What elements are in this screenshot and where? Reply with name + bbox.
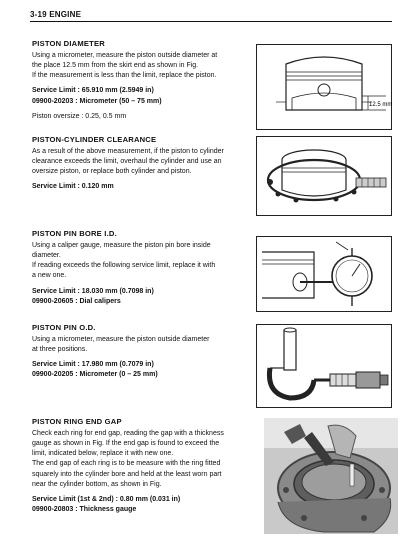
body-line: Using a micrometer, measure the piston outside diameter bbox=[32, 336, 210, 343]
tool-spec: 09900-20203 : Micrometer (50 – 75 mm) bbox=[32, 97, 162, 105]
service-limit: Service Limit : 65.910 mm (2.5949 in) bbox=[32, 87, 154, 95]
piston-diameter-figure bbox=[256, 44, 392, 130]
page-header: 3-19 ENGINE bbox=[30, 10, 392, 22]
dimension-label: 12.5 mm bbox=[369, 102, 392, 108]
tool-spec: 09900-20205 : Micrometer (0 – 25 mm) bbox=[32, 371, 158, 379]
piston-diameter-section bbox=[32, 38, 252, 122]
tool-spec: 09900-20803 : Thickness gauge bbox=[32, 505, 137, 513]
body-line: oversize piston, or replace both cylinder and piston. bbox=[32, 168, 192, 176]
service-limit: Service Limit : 0.120 mm bbox=[32, 183, 114, 191]
body-line: Using a micrometer, measure the piston outside diameter at bbox=[32, 52, 218, 59]
body-line: Using a caliper gauge, measure the piston pin bore inside bbox=[32, 242, 211, 249]
body-line: gauge as shown in Fig. If the end gap is found to exceed the bbox=[32, 440, 220, 448]
pin-bore-figure bbox=[256, 236, 392, 312]
body-line: the place 12.5 mm from the skirt end as shown in Fig. bbox=[32, 62, 199, 70]
pin-od-figure bbox=[256, 324, 392, 408]
body-line: at three positions. bbox=[32, 346, 88, 354]
body-line: The end gap of each ring is to be measure with the ring fitted bbox=[32, 460, 221, 468]
body-line: If reading exceeds the following service limit, replace it with bbox=[32, 262, 216, 270]
body-line: diameter. bbox=[32, 252, 61, 260]
service-limit: Service Limit : 18.030 mm (0.7098 in) bbox=[32, 287, 154, 295]
body-line: clearance exceeds the limit, overhaul the cylinder and use an bbox=[32, 158, 222, 166]
section-title: PISTON-CYLINDER CLEARANCE bbox=[32, 135, 157, 144]
body-line: near the cylinder bottom, as shown in Fig. bbox=[32, 480, 162, 488]
body-line: As a result of the above measurement, if the piston to cylinder bbox=[32, 148, 224, 155]
tool-spec: 09900-20605 : Dial calipers bbox=[32, 297, 121, 305]
section-title: PISTON PIN BORE I.D. bbox=[32, 229, 117, 238]
clearance-section bbox=[32, 134, 252, 193]
body-line: Check each ring for end gap, reading the gap with a thickness bbox=[32, 430, 224, 437]
service-limit: Service Limit (1st & 2nd) : 0.80 mm (0.031 in) bbox=[32, 495, 181, 503]
pin-od-section bbox=[32, 322, 252, 381]
ring-gap-section bbox=[32, 416, 262, 515]
piston-micrometer-figure bbox=[256, 136, 392, 216]
body-line: squarely into the cylinder bore and held at the least worn part bbox=[32, 470, 222, 478]
service-limit: Service Limit : 17.980 mm (0.7079 in) bbox=[32, 361, 154, 369]
body-line: limit, indicated below, replace it with new one. bbox=[32, 450, 174, 458]
section-title: PISTON RING END GAP bbox=[32, 417, 122, 426]
body-line: If the measurement is less than the limit, replace the piston. bbox=[32, 72, 217, 80]
pin-bore-section bbox=[32, 228, 252, 307]
oversize-spec: Piston oversize : 0.25, 0.5 mm bbox=[32, 112, 127, 120]
body-line: a new one. bbox=[32, 272, 67, 280]
section-title: PISTON PIN O.D. bbox=[32, 323, 96, 332]
section-title: PISTON DIAMETER bbox=[32, 39, 105, 48]
ring-gap-photo bbox=[264, 418, 398, 534]
